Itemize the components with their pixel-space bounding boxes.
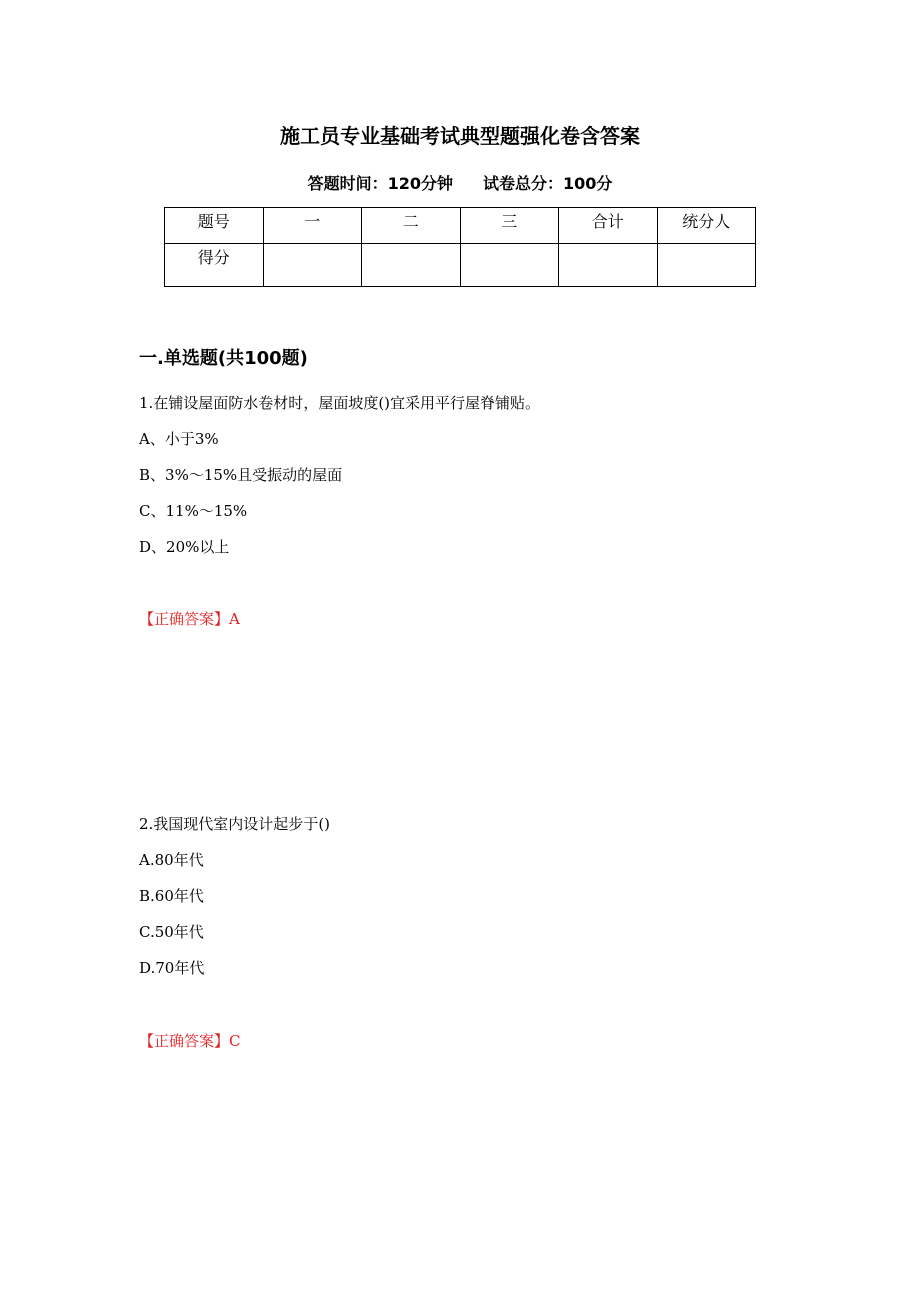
question-option: D.70年代 (139, 959, 205, 977)
score-table-score-label: 得分 (165, 244, 264, 287)
question-option: C.50年代 (139, 923, 204, 941)
score-table-score-cell (460, 244, 559, 287)
total-score: 试卷总分：100分 (483, 174, 613, 193)
correct-answer: 【正确答案】A (139, 610, 240, 628)
exam-time: 答题时间：120分钟 (307, 174, 453, 193)
score-table-header-cell: 合计 (559, 208, 658, 244)
score-table-header-cell: 三 (460, 208, 559, 244)
section-title: 一.单选题(共100题) (139, 348, 308, 369)
correct-answer: 【正确答案】C (139, 1032, 241, 1050)
score-table-score-cell (362, 244, 461, 287)
question-option: B、3%～15%且受振动的屋面 (139, 466, 343, 484)
score-table-score-cell (559, 244, 658, 287)
question-option: B.60年代 (139, 887, 204, 905)
question-stem: 2.我国现代室内设计起步于() (139, 815, 331, 833)
page-title: 施工员专业基础考试典型题强化卷含答案 (280, 124, 640, 148)
score-table-header-cell: 二 (362, 208, 461, 244)
question-option: C、11%～15% (139, 502, 248, 520)
score-table-score-cell (263, 244, 362, 287)
question-option: A.80年代 (139, 851, 204, 869)
question-stem: 1.在铺设屋面防水卷材时，屋面坡度()宜采用平行屋脊铺贴。 (139, 394, 541, 412)
question-option: A、小于3% (139, 430, 219, 448)
score-table-header-cell: 题号 (165, 208, 264, 244)
exam-meta (0, 173, 920, 195)
score-table-header-cell: 统分人 (657, 208, 756, 244)
score-table-score-cell (657, 244, 756, 287)
score-table-score-row (165, 244, 756, 287)
score-table-header-cell: 一 (263, 208, 362, 244)
score-table-header-row (165, 208, 756, 244)
score-table (164, 207, 756, 287)
question-option: D、20%以上 (139, 538, 230, 556)
